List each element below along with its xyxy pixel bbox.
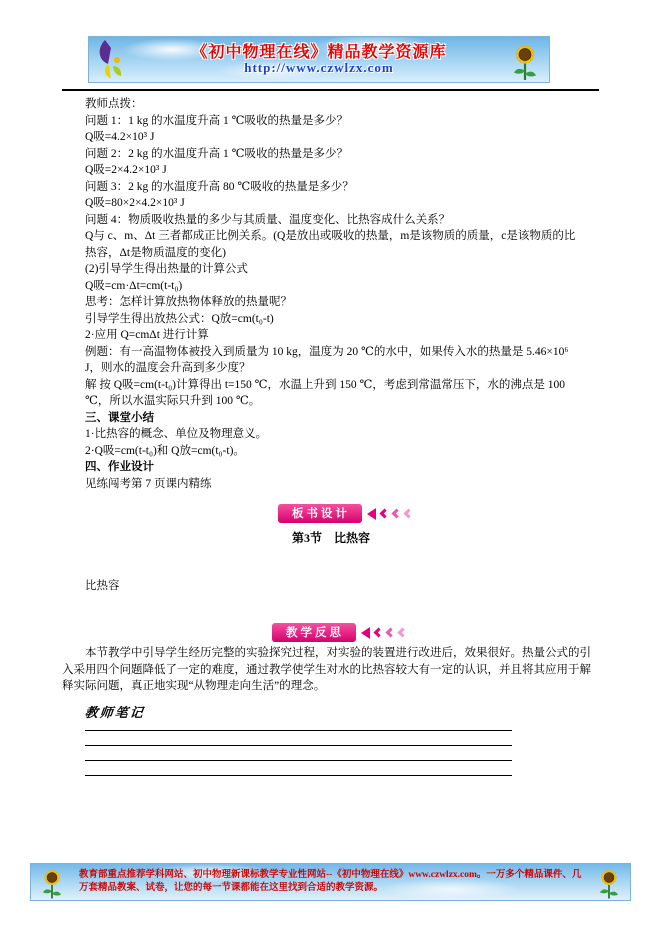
lesson-line: 思考：怎样计算放热物体释放的热量呢？ (85, 296, 292, 308)
horizontal-divider (62, 89, 599, 91)
lesson-line: 问题 4：物质吸收热量的多少与其质量、温度变化、比热容成什么关系？ (85, 213, 451, 226)
note-rule (85, 730, 512, 731)
lesson-line: 问题 1：1 kg 的水温度升高 1 ℃吸收的热量是多少？ (85, 114, 348, 127)
note-lines (85, 730, 512, 790)
header-banner (88, 36, 550, 83)
lesson-line: 引导学生得出放热公式：Q放=cm(t₀-t) (85, 312, 274, 325)
banner-chevron-icon (386, 628, 396, 638)
note-rule (85, 745, 512, 746)
banner-chevron-icon (398, 628, 408, 638)
sunflower-icon (592, 864, 626, 900)
site-title: 《初中物理在线》精品教学资源库 (191, 43, 447, 61)
board-design-banner-label: 板书设计 (278, 504, 362, 523)
banner-chevron-icon (380, 509, 390, 519)
note-rule (85, 775, 512, 776)
banner-chevron-icon (404, 509, 414, 519)
teacher-notes-label: 教师笔记 (84, 705, 146, 720)
banner-chevron-icon (392, 509, 402, 519)
banner-arrow-icon (361, 627, 370, 639)
board-design-banner (278, 505, 412, 522)
reflection-banner-label: 教学反思 (272, 623, 356, 642)
sunflower-icon (505, 38, 545, 82)
lesson-line: 例题：有一高温物体被投入到质量为 10 kg，温度为 20 ℃的水中，如果传入水的热量是 5.46×10⁶ J，则水的温度会升高到多少度？ (85, 345, 569, 374)
site-logo-icon (93, 38, 133, 82)
lesson-line: 2·Q吸=cm(t-t₀)和 Q放=cm(t₀-t)。 (85, 444, 245, 457)
banner-arrow-icon (367, 508, 376, 520)
banner-chevron-icon (374, 628, 384, 638)
lesson-line: 四、作业设计 (85, 461, 154, 473)
lesson-line: (2)引导学生得出热量的计算公式 (85, 263, 248, 275)
site-url-link[interactable]: http://www.czwlzx.com (244, 60, 394, 76)
board-keyword: 比热容 (85, 580, 120, 592)
lesson-line: 问题 3：2 kg 的水温度升高 80 ℃吸收的热量是多少？ (85, 180, 354, 193)
lesson-line: 三、课堂小结 (85, 411, 154, 424)
footer-text: 教育部重点推荐学科网站、初中物理新课标教学专业性网站--《初中物理在线》www.czwlzx.com。一万多个精品课件、几万套精品教案、试卷，让您的每一节课都能在这里找到合适的教学资源。 (79, 870, 582, 893)
lesson-line: Q吸=2×4.2×10³ J (85, 164, 167, 176)
lesson-line: 解 按 Q吸=cm(t-t₀)计算得出 t=150 ℃，水温上升到 150 ℃，考虑到常温常压下，水的沸点是 100 ℃，所以水温实际只升到 100 ℃。 (85, 378, 566, 407)
lesson-line: Q与 c、m、Δt 三者都成正比例关系。(Q是放出或吸收的热量，m是该物质的质量，c是该物质的比热容，Δt是物质温度的变化) (85, 230, 576, 259)
reflection-paragraph: 本节教学中引导学生经历完整的实验探究过程，对实验的装置进行改进后，效果很好。热量公式的引入采用四个问题降低了一定的难度，通过教学使学生对水的比热容较大有一定的认识，并且将其应用于解释实际问题，真正地实现“从物理走向生活”的理念。 (62, 647, 591, 692)
lesson-line: Q吸=cm·Δt=cm(t-t₀) (85, 279, 183, 292)
footer-banner (30, 863, 631, 901)
section-title: 第3节 比热容 (291, 531, 370, 545)
lesson-line: Q吸=80×2×4.2×10³ J (85, 197, 185, 209)
lesson-line: 教师点拨： (85, 98, 143, 110)
lesson-line: 2·应用 Q=cmΔt 进行计算 (85, 329, 209, 341)
lesson-line: 1·比热容的概念、单位及物理意义。 (85, 428, 268, 440)
note-rule (85, 760, 512, 761)
lesson-line: 见练闯考第 7 页课内精练 (85, 477, 212, 490)
lesson-line: Q吸=4.2×10³ J (85, 131, 155, 143)
header-text-block (133, 44, 505, 76)
sunflower-icon (35, 864, 69, 900)
lesson-content (85, 96, 577, 492)
reflection-banner (272, 624, 406, 641)
lesson-line: 问题 2：2 kg 的水温度升高 1 ℃吸收的热量是多少？ (85, 147, 348, 160)
